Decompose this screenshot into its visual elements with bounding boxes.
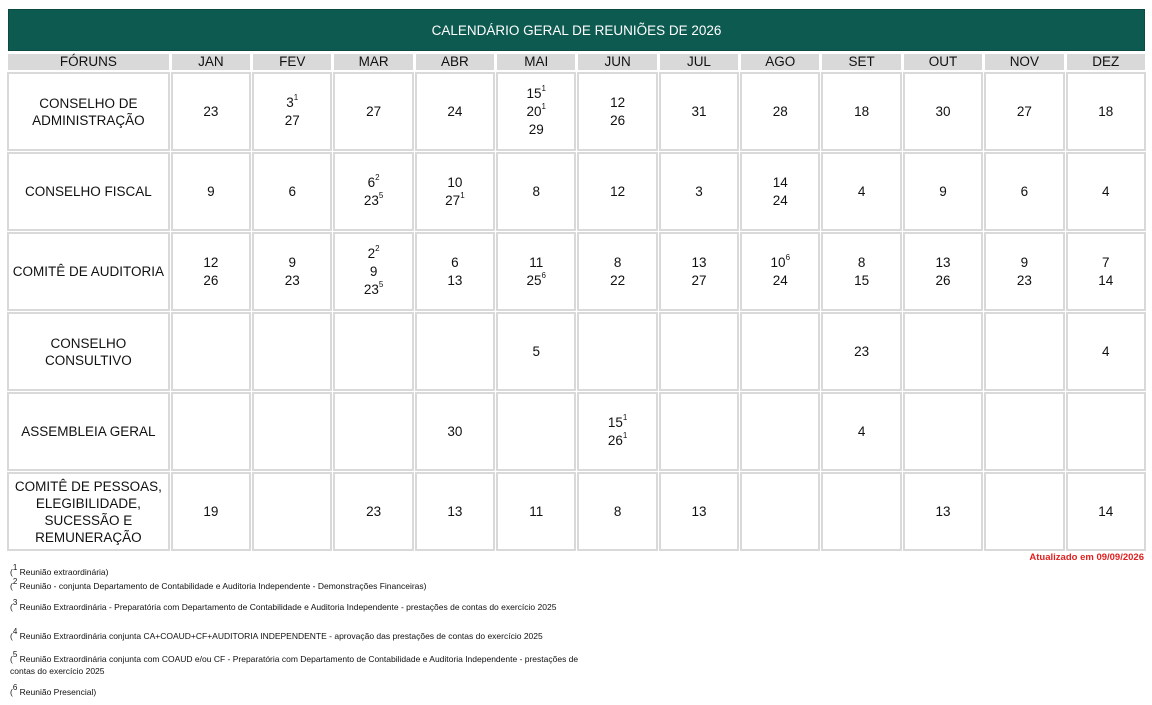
date-cell (253, 473, 331, 550)
date-cell (822, 313, 900, 390)
meeting-day: 12 (610, 94, 626, 110)
meeting-date (660, 254, 738, 272)
date-cell (904, 473, 982, 550)
meeting-day: 29 (528, 121, 544, 137)
footnote-number: 5 (12, 650, 18, 660)
meeting-date (416, 423, 494, 441)
meeting-date (985, 103, 1063, 121)
footnote-text: Reunião - conjunta Departamento de Contabilidade e Auditoria Independente - Demonstrações Financeiras) (17, 581, 427, 591)
meeting-date (822, 343, 900, 361)
date-cell (253, 153, 331, 230)
meeting-date (497, 503, 575, 521)
date-cell (578, 313, 656, 390)
footnote (10, 577, 427, 592)
meeting-day: 14 (1098, 272, 1114, 288)
footnote-marker: 5 (378, 280, 384, 289)
meeting-date (1067, 183, 1146, 201)
meeting-date (660, 103, 738, 121)
footnote-number: 3 (12, 598, 18, 608)
meeting-day: 31 (691, 103, 707, 119)
date-cell (578, 153, 656, 230)
footnote-text: Reunião Extraordinária conjunta CA+COAUD+CF+AUDITORIA INDEPENDENTE - aprovação das prestações de contas do exercício 2025 (17, 631, 543, 641)
footnote-text: Reunião extraordinária) (17, 567, 109, 577)
footnote-marker: 6 (541, 271, 546, 280)
meeting-day: 18 (1098, 103, 1114, 119)
meeting-day: 12 (203, 254, 219, 270)
meetings-table (5, 51, 1148, 553)
meeting-day: 4 (1101, 343, 1110, 359)
date-cell (660, 153, 738, 230)
date-cell (741, 73, 819, 150)
meeting-day: 15 (854, 272, 870, 288)
meeting-day: 8 (613, 503, 622, 519)
date-cell (985, 73, 1063, 150)
date-cell (985, 313, 1063, 390)
footnote-paren: ( (10, 602, 13, 612)
meeting-date (416, 503, 494, 521)
meeting-date (1067, 103, 1146, 121)
footnote-paren: ( (10, 687, 13, 697)
meeting-date (1067, 272, 1146, 290)
meeting-day: 4 (857, 423, 866, 439)
date-cell (497, 393, 575, 470)
footnote-marker: 2 (375, 173, 380, 182)
meeting-day: 19 (203, 503, 219, 519)
meeting-day: 4 (1101, 183, 1110, 199)
date-cell (416, 393, 494, 470)
date-cell (253, 73, 331, 150)
meeting-day: 27 (445, 192, 461, 208)
meeting-day: 27 (366, 103, 382, 119)
meeting-date (578, 414, 656, 432)
footnote-marker: 2 (375, 244, 380, 253)
meeting-date (741, 192, 819, 210)
meeting-date (1067, 343, 1146, 361)
footnote-marker: 6 (785, 253, 791, 262)
date-cell (334, 153, 412, 230)
date-cell (904, 233, 982, 310)
header-month: JAN (172, 54, 250, 70)
footnote-text: Reunião Extraordinária - Preparatória com Departamento de Contabilidade e Auditoria Independente - prestações de contas do exercício 2025 (17, 602, 557, 612)
meeting-day: 13 (447, 503, 463, 519)
date-cell (1067, 233, 1146, 310)
meeting-day: 27 (1016, 103, 1032, 119)
footnote (10, 563, 109, 578)
meeting-day: 24 (447, 103, 463, 119)
meeting-date (1067, 503, 1146, 521)
meeting-day: 3 (286, 94, 294, 110)
meeting-date (741, 103, 819, 121)
meeting-day: 7 (1101, 254, 1110, 270)
meeting-date (578, 272, 656, 290)
date-cell (334, 393, 412, 470)
meeting-date (416, 254, 494, 272)
meeting-day: 6 (367, 174, 376, 190)
meeting-date (904, 254, 982, 272)
date-cell (985, 393, 1063, 470)
date-cell (741, 153, 819, 230)
meeting-date (578, 254, 656, 272)
date-cell (660, 473, 738, 550)
header-row (8, 54, 1145, 70)
forum-name: CONSELHO CONSULTIVO (8, 313, 169, 390)
date-cell (172, 233, 250, 310)
meeting-day: 12 (610, 183, 626, 199)
forum-name: COMITÊ DE AUDITORIA (8, 233, 169, 310)
meeting-date (416, 174, 494, 192)
meeting-day: 6 (288, 183, 296, 199)
date-cell (1067, 73, 1146, 150)
meeting-date (334, 103, 412, 121)
meeting-date (904, 503, 982, 521)
footnote-number: 2 (12, 577, 18, 587)
table-row (8, 73, 1145, 150)
date-cell (985, 473, 1063, 550)
forum-name: ASSEMBLEIA GERAL (8, 393, 169, 470)
date-cell (822, 233, 900, 310)
meeting-day: 27 (691, 272, 707, 288)
meeting-date (822, 254, 900, 272)
date-cell (172, 473, 250, 550)
meeting-date (334, 281, 412, 299)
meeting-date (904, 103, 982, 121)
footnote-marker: 1 (541, 84, 546, 93)
date-cell (822, 473, 900, 550)
meeting-day: 8 (532, 183, 541, 199)
meeting-day: 28 (772, 103, 788, 119)
meeting-day: 6 (1020, 183, 1029, 199)
date-cell (904, 73, 982, 150)
meeting-date (578, 503, 656, 521)
footnote (10, 598, 557, 613)
meeting-day: 26 (607, 432, 623, 448)
date-cell (172, 153, 250, 230)
footnote-marker: 5 (378, 191, 384, 200)
date-cell (172, 313, 250, 390)
calendar-sheet (8, 9, 1145, 553)
footnote-marker: 1 (622, 413, 628, 422)
forum-name: CONSELHO FISCAL (8, 153, 169, 230)
forum-name: CONSELHO DE ADMINISTRAÇÃO (8, 73, 169, 150)
date-cell (904, 393, 982, 470)
date-cell (253, 233, 331, 310)
meeting-day: 23 (363, 192, 379, 208)
footnote-paren: ( (10, 654, 13, 664)
date-cell (497, 313, 575, 390)
meeting-date (334, 174, 412, 192)
table-row (8, 393, 1145, 470)
meeting-date (578, 432, 656, 450)
date-cell (904, 153, 982, 230)
meeting-date (416, 272, 494, 290)
date-cell (416, 473, 494, 550)
meeting-date (172, 503, 250, 521)
header-forums: FÓRUNS (8, 54, 169, 70)
date-cell (741, 313, 819, 390)
header-month: AGO (741, 54, 819, 70)
meeting-day: 9 (1020, 254, 1029, 270)
footnote-text: Reunião Extraordinária conjunta com COAUD e/ou CF - Preparatória com Departamento de Contabilidade e Auditoria Independente - prestações de contas do exercício 2025 (10, 654, 579, 676)
meeting-date (904, 272, 982, 290)
footnote (10, 627, 543, 642)
meeting-day: 23 (1016, 272, 1032, 288)
date-cell (334, 473, 412, 550)
meeting-day: 8 (857, 254, 866, 270)
meeting-day: 5 (532, 343, 541, 359)
meeting-date (822, 103, 900, 121)
date-cell (741, 393, 819, 470)
date-cell (578, 393, 656, 470)
meeting-day: 4 (857, 183, 866, 199)
meeting-day: 30 (447, 423, 463, 439)
meeting-date (985, 183, 1063, 201)
date-cell (497, 473, 575, 550)
date-cell (660, 233, 738, 310)
meeting-day: 10 (770, 254, 786, 270)
meeting-date (822, 183, 900, 201)
meeting-date (985, 254, 1063, 272)
table-row (8, 233, 1145, 310)
meeting-day: 13 (935, 503, 951, 519)
date-cell (660, 73, 738, 150)
date-cell (822, 73, 900, 150)
date-cell (1067, 473, 1146, 550)
meeting-date (578, 112, 656, 130)
meeting-day: 14 (772, 174, 788, 190)
footnote-marker: 1 (622, 431, 628, 440)
meeting-day: 10 (447, 174, 463, 190)
date-cell (741, 233, 819, 310)
meeting-date (497, 85, 575, 103)
meeting-date (172, 272, 250, 290)
date-cell (416, 313, 494, 390)
footnote-marker: 1 (460, 191, 465, 200)
footnote-number: 6 (12, 683, 18, 693)
meeting-day: 27 (284, 112, 300, 128)
date-cell (741, 473, 819, 550)
date-cell (822, 153, 900, 230)
meeting-day: 13 (447, 272, 463, 288)
footnote-paren: ( (10, 581, 13, 591)
meeting-date (741, 174, 819, 192)
forum-name: COMITÊ DE PESSOAS, ELEGIBILIDADE, SUCESSÃO E REMUNERAÇÃO (8, 473, 169, 550)
date-cell (578, 73, 656, 150)
meeting-date (416, 192, 494, 210)
meeting-date (253, 112, 331, 130)
meeting-day: 22 (610, 272, 626, 288)
meeting-date (497, 183, 575, 201)
header-month: NOV (985, 54, 1063, 70)
meeting-day: 9 (369, 263, 378, 279)
date-cell (334, 313, 412, 390)
updated-date: Atualizado em 09/09/2026 (1029, 552, 1144, 563)
header-month: SET (822, 54, 900, 70)
meeting-day: 23 (363, 281, 379, 297)
footnote-text: Reunião Presencial) (17, 687, 97, 697)
date-cell (172, 393, 250, 470)
meeting-date (334, 503, 412, 521)
header-month: OUT (904, 54, 982, 70)
meeting-date (660, 183, 738, 201)
footnote-number: 4 (12, 627, 18, 637)
meeting-date (497, 103, 575, 121)
meeting-day: 9 (939, 183, 947, 199)
meeting-day: 9 (288, 254, 296, 270)
date-cell (253, 313, 331, 390)
meeting-date (334, 192, 412, 210)
meeting-date (741, 254, 819, 272)
table-row (8, 313, 1145, 390)
date-cell (904, 313, 982, 390)
meeting-date (985, 272, 1063, 290)
meeting-date (1067, 254, 1146, 272)
date-cell (416, 233, 494, 310)
date-cell (497, 153, 575, 230)
date-cell (660, 393, 738, 470)
date-cell (334, 233, 412, 310)
meeting-date (172, 103, 250, 121)
date-cell (253, 393, 331, 470)
meeting-date (253, 94, 331, 112)
date-cell (497, 73, 575, 150)
date-cell (578, 233, 656, 310)
meeting-day: 26 (610, 112, 626, 128)
table-row (8, 153, 1145, 230)
footnote-marker: 1 (293, 93, 299, 102)
meeting-date (334, 245, 412, 263)
page-title: CALENDÁRIO GERAL DE REUNIÕES DE 2026 (8, 9, 1145, 51)
meeting-date (497, 272, 575, 290)
meeting-day: 15 (526, 85, 542, 101)
date-cell (578, 473, 656, 550)
meeting-date (416, 103, 494, 121)
meeting-day: 6 (451, 254, 459, 270)
meeting-day: 3 (695, 183, 703, 199)
meeting-day: 26 (935, 272, 951, 288)
meeting-date (253, 183, 331, 201)
date-cell (1067, 153, 1146, 230)
meeting-day: 9 (207, 183, 215, 199)
meeting-date (497, 121, 575, 139)
meeting-day: 23 (284, 272, 300, 288)
meeting-date (497, 254, 575, 272)
meeting-day: 23 (203, 103, 219, 119)
meeting-date (822, 272, 900, 290)
meeting-date (497, 343, 575, 361)
meeting-date (253, 254, 331, 272)
footnote-number: 1 (12, 563, 18, 573)
meeting-day: 18 (854, 103, 870, 119)
meeting-day: 23 (366, 503, 382, 519)
meeting-day: 20 (526, 103, 542, 119)
header-month: JUN (578, 54, 656, 70)
date-cell (1067, 393, 1146, 470)
meeting-date (253, 272, 331, 290)
meeting-day: 2 (367, 245, 376, 261)
footnote (10, 650, 580, 677)
footnote-paren: ( (10, 631, 13, 641)
date-cell (822, 393, 900, 470)
date-cell (416, 73, 494, 150)
date-cell (660, 313, 738, 390)
meeting-date (172, 183, 250, 201)
meeting-date (172, 254, 250, 272)
meeting-day: 26 (203, 272, 219, 288)
header-month: MAR (334, 54, 412, 70)
meeting-date (334, 263, 412, 281)
date-cell (985, 233, 1063, 310)
date-cell (985, 153, 1063, 230)
meeting-day: 24 (772, 272, 788, 288)
meeting-day: 23 (854, 343, 870, 359)
date-cell (497, 233, 575, 310)
meeting-date (741, 272, 819, 290)
meeting-day: 13 (935, 254, 951, 270)
footnote-paren: ( (10, 567, 13, 577)
footnote (10, 683, 97, 698)
meeting-day: 15 (607, 414, 623, 430)
meeting-day: 25 (526, 272, 542, 288)
date-cell (334, 73, 412, 150)
header-month: JUL (660, 54, 738, 70)
meeting-date (822, 423, 900, 441)
table-row (8, 473, 1145, 550)
header-month: FEV (253, 54, 331, 70)
meeting-day: 13 (691, 503, 707, 519)
meeting-day: 24 (772, 192, 788, 208)
header-month: ABR (416, 54, 494, 70)
meeting-date (660, 272, 738, 290)
meeting-day: 13 (691, 254, 707, 270)
date-cell (1067, 313, 1146, 390)
meeting-day: 8 (613, 254, 622, 270)
header-month: DEZ (1067, 54, 1146, 70)
meeting-date (578, 183, 656, 201)
meeting-day: 14 (1098, 503, 1114, 519)
meeting-day: 30 (935, 103, 951, 119)
date-cell (172, 73, 250, 150)
date-cell (416, 153, 494, 230)
footnote-marker: 1 (541, 102, 546, 111)
meeting-day: 11 (529, 254, 544, 270)
meeting-date (660, 503, 738, 521)
meeting-date (578, 94, 656, 112)
meeting-date (904, 183, 982, 201)
meeting-day: 11 (529, 503, 544, 519)
header-month: MAI (497, 54, 575, 70)
